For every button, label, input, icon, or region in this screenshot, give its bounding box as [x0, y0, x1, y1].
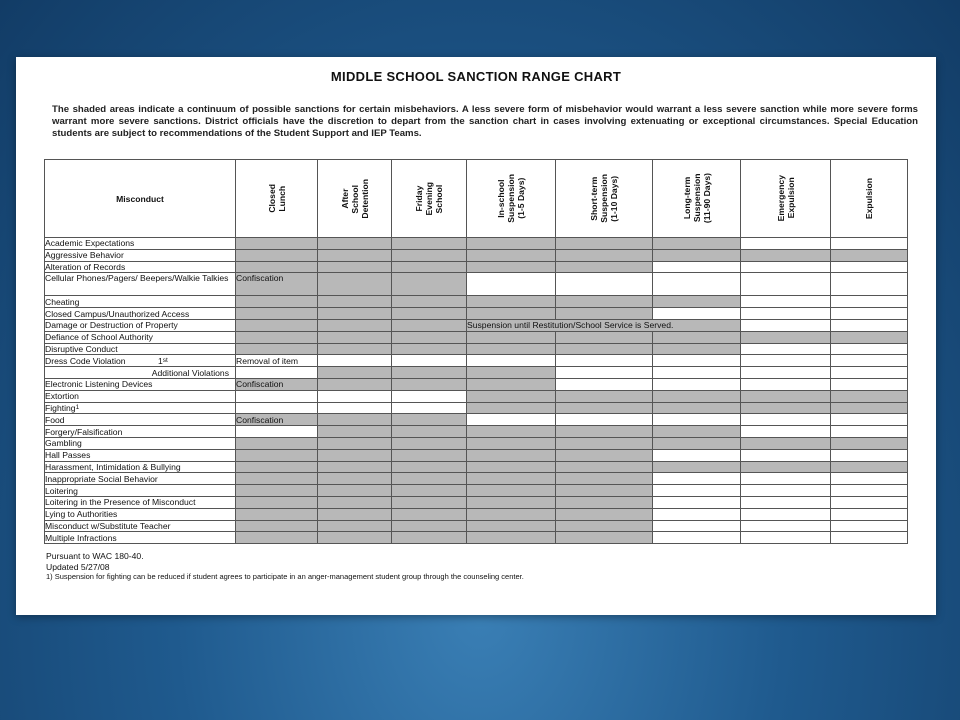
col-header [741, 160, 831, 238]
shaded-cell [236, 343, 318, 355]
empty-cell [653, 473, 741, 485]
empty-cell [831, 308, 908, 320]
row-label: Misconduct w/Substitute Teacher [45, 520, 236, 532]
shaded-cell [741, 249, 831, 261]
empty-cell [741, 273, 831, 296]
footer-notes [46, 551, 524, 583]
shaded-cell [467, 402, 556, 414]
shaded-cell [318, 485, 392, 497]
row-label-text: Dress Code Violation [45, 355, 126, 366]
shaded-cell [467, 308, 556, 320]
shaded-cell [467, 473, 556, 485]
empty-cell [831, 343, 908, 355]
empty-cell [831, 378, 908, 390]
empty-cell [831, 426, 908, 438]
empty-cell [831, 485, 908, 497]
col-label: Emergency Expulsion [775, 175, 796, 222]
shaded-cell [236, 319, 318, 331]
empty-cell [653, 273, 741, 296]
shaded-cell [236, 532, 318, 544]
empty-cell [831, 355, 908, 367]
empty-cell [653, 378, 741, 390]
shaded-cell [392, 249, 467, 261]
row-label: Food [45, 414, 236, 426]
shaded-cell [467, 520, 556, 532]
shaded-cell [318, 437, 392, 449]
footer-updated: Updated 5/27/08 [46, 561, 110, 572]
table-row [45, 261, 908, 273]
shaded-cell [318, 343, 392, 355]
empty-cell [236, 402, 318, 414]
shaded-cell [236, 461, 318, 473]
shaded-cell [392, 261, 467, 273]
footer-footnote: 1) Suspension for fighting can be reduced if student agrees to participate in an anger-management student group through the counseling center. [46, 572, 524, 581]
row-label: Aggressive Behavior [45, 249, 236, 261]
footer-wac: Pursuant to WAC 180-40. [46, 551, 144, 561]
shaded-cell [467, 238, 556, 250]
shaded-cell [236, 261, 318, 273]
col-header [318, 160, 392, 238]
col-label: Long-term Suspension (11-90 Days) [681, 173, 712, 224]
row-label: Gambling [45, 437, 236, 449]
shaded-cell [467, 532, 556, 544]
shaded-cell [467, 508, 556, 520]
col-header [831, 160, 908, 238]
shaded-cell [392, 238, 467, 250]
empty-cell [653, 308, 741, 320]
row-label: Lying to Authorities [45, 508, 236, 520]
empty-cell [467, 355, 556, 367]
shaded-cell [318, 319, 392, 331]
shaded-cell [392, 296, 467, 308]
misconduct-header: Misconduct [45, 160, 236, 238]
empty-cell [831, 414, 908, 426]
shaded-cell [556, 449, 653, 461]
table-row [45, 437, 908, 449]
table-row [45, 461, 908, 473]
shaded-cell [236, 296, 318, 308]
row-label: Cellular Phones/Pagers/ Beepers/Walkie Talkies [45, 273, 236, 296]
empty-cell [741, 238, 831, 250]
col-label: Closed Lunch [266, 184, 287, 213]
shaded-cell [556, 331, 653, 343]
shaded-cell [653, 343, 741, 355]
shaded-cell [392, 367, 467, 379]
shaded-cell [392, 508, 467, 520]
shaded-cell [556, 485, 653, 497]
empty-cell [831, 273, 908, 296]
empty-cell [467, 273, 556, 296]
shaded-cell [318, 308, 392, 320]
shaded-cell [318, 296, 392, 308]
empty-cell [556, 273, 653, 296]
col-header [467, 160, 556, 238]
row-label: Academic Expectations [45, 238, 236, 250]
shaded-cell [741, 461, 831, 473]
table-row [45, 520, 908, 532]
empty-cell [318, 402, 392, 414]
empty-cell [741, 496, 831, 508]
row-label: Cheating [45, 296, 236, 308]
shaded-cell [236, 331, 318, 343]
footnote-mark: 1 [75, 403, 80, 411]
shaded-cell [318, 473, 392, 485]
shaded-cell [653, 426, 741, 438]
empty-cell [741, 319, 831, 331]
table-row [45, 331, 908, 343]
col-header [392, 160, 467, 238]
shaded-cell [556, 508, 653, 520]
table-row [45, 426, 908, 438]
intro-paragraph: The shaded areas indicate a continuum of possible sanctions for certain misbehaviors. A less severe form of misbehavior would warrant a less severe sanction while more severe forms warrant more severe sanctions. District officials have the discretion to depart from the sanction chart in cases involving extenuating or exceptional circumstances. Special Education students are subject to recommendations of the Student Support and IEP Teams. [52, 104, 918, 139]
shaded-cell [467, 390, 556, 402]
empty-cell [741, 449, 831, 461]
shaded-cell [318, 508, 392, 520]
row-label: Disruptive Conduct [45, 343, 236, 355]
empty-cell [556, 367, 653, 379]
empty-cell [467, 414, 556, 426]
shaded-cell [318, 331, 392, 343]
row-note: Confiscation [236, 414, 318, 426]
shaded-cell [236, 308, 318, 320]
empty-cell [653, 532, 741, 544]
shaded-cell [236, 449, 318, 461]
empty-cell [831, 238, 908, 250]
shaded-cell [392, 461, 467, 473]
shaded-cell [236, 496, 318, 508]
shaded-cell [392, 426, 467, 438]
table-row [45, 473, 908, 485]
shaded-cell [556, 308, 653, 320]
shaded-cell [236, 485, 318, 497]
empty-cell [831, 532, 908, 544]
empty-cell [741, 485, 831, 497]
shaded-cell [556, 426, 653, 438]
shaded-cell [467, 485, 556, 497]
shaded-cell [556, 520, 653, 532]
shaded-cell [467, 331, 556, 343]
shaded-cell [556, 261, 653, 273]
empty-cell [741, 367, 831, 379]
shaded-cell [236, 473, 318, 485]
empty-cell [831, 449, 908, 461]
empty-cell [741, 473, 831, 485]
occurrence-suffix: st [162, 356, 168, 364]
shaded-cell [831, 390, 908, 402]
empty-cell [741, 508, 831, 520]
shaded-cell [318, 532, 392, 544]
table-row [45, 402, 908, 414]
shaded-cell [467, 261, 556, 273]
row-label: Hall Passes [45, 449, 236, 461]
shaded-cell [653, 461, 741, 473]
shaded-cell [467, 343, 556, 355]
shaded-cell [556, 496, 653, 508]
col-label: After School Detention [339, 178, 370, 219]
shaded-cell [236, 238, 318, 250]
empty-cell [653, 508, 741, 520]
empty-cell [653, 449, 741, 461]
col-header [653, 160, 741, 238]
empty-cell [392, 355, 467, 367]
shaded-cell [467, 249, 556, 261]
shaded-cell [831, 331, 908, 343]
shaded-cell [392, 437, 467, 449]
empty-cell [741, 426, 831, 438]
shaded-cell [392, 449, 467, 461]
shaded-cell [467, 426, 556, 438]
shaded-cell [653, 402, 741, 414]
shaded-cell [236, 437, 318, 449]
row-note: Confiscation [236, 273, 318, 296]
shaded-cell [556, 296, 653, 308]
shaded-cell [318, 426, 392, 438]
page-title: MIDDLE SCHOOL SANCTION RANGE CHART [330, 69, 622, 84]
col-label: Friday Evening School [414, 181, 444, 216]
shaded-cell [392, 414, 467, 426]
empty-cell [556, 355, 653, 367]
shaded-cell [392, 273, 467, 296]
shaded-cell [392, 343, 467, 355]
shaded-cell [318, 449, 392, 461]
sanction-table [44, 159, 908, 544]
empty-cell [741, 296, 831, 308]
table-row [45, 308, 908, 320]
shaded-cell [318, 520, 392, 532]
col-label: Expulsion [864, 177, 874, 220]
shaded-cell [556, 238, 653, 250]
row-label: Electronic Listening Devices [45, 378, 236, 390]
shaded-cell [467, 367, 556, 379]
shaded-cell [392, 378, 467, 390]
empty-cell [831, 496, 908, 508]
shaded-cell [653, 249, 741, 261]
shaded-cell [556, 390, 653, 402]
shaded-cell [392, 473, 467, 485]
empty-cell [653, 261, 741, 273]
shaded-cell [318, 378, 392, 390]
table-row [45, 296, 908, 308]
shaded-cell [831, 402, 908, 414]
shaded-cell [467, 296, 556, 308]
shaded-cell [556, 473, 653, 485]
empty-cell [318, 355, 392, 367]
shaded-cell [318, 414, 392, 426]
header-row [45, 160, 908, 238]
table-row [45, 355, 908, 367]
row-label: Damage or Destruction of Property [45, 319, 236, 331]
empty-cell [741, 520, 831, 532]
table-row [45, 319, 908, 331]
shaded-cell [392, 485, 467, 497]
table-row [45, 238, 908, 250]
empty-cell [741, 355, 831, 367]
row-label: Loitering [45, 485, 236, 497]
shaded-cell [556, 343, 653, 355]
shaded-cell [318, 273, 392, 296]
document-page [16, 57, 936, 615]
shaded-cell [741, 390, 831, 402]
empty-cell [741, 343, 831, 355]
shaded-cell [741, 402, 831, 414]
empty-cell [653, 355, 741, 367]
empty-cell [556, 414, 653, 426]
empty-cell [236, 426, 318, 438]
shaded-cell [556, 249, 653, 261]
col-header [556, 160, 653, 238]
shaded-cell [467, 378, 556, 390]
col-label: In-school Suspension (1-5 Days) [496, 174, 526, 223]
empty-cell [653, 414, 741, 426]
shaded-cell [392, 532, 467, 544]
empty-cell [653, 485, 741, 497]
empty-cell [236, 367, 318, 379]
table-row [45, 496, 908, 508]
shaded-cell [467, 496, 556, 508]
table-row [45, 343, 908, 355]
table-row [45, 414, 908, 426]
row-label: Harassment, Intimidation & Bullying [45, 461, 236, 473]
empty-cell [392, 402, 467, 414]
shaded-cell [392, 308, 467, 320]
table-row [45, 449, 908, 461]
shaded-cell [236, 520, 318, 532]
row-label-text: Fighting [45, 402, 76, 413]
shaded-cell [653, 331, 741, 343]
row-note: Confiscation [236, 378, 318, 390]
table-row [45, 508, 908, 520]
row-label: Multiple Infractions [45, 532, 236, 544]
row-label: Alteration of Records [45, 261, 236, 273]
shaded-cell [392, 319, 467, 331]
shaded-cell [318, 249, 392, 261]
empty-cell [831, 319, 908, 331]
shaded-cell [318, 496, 392, 508]
empty-cell [741, 414, 831, 426]
empty-cell [653, 520, 741, 532]
shaded-cell [318, 261, 392, 273]
row-label: Defiance of School Authority [45, 331, 236, 343]
shaded-cell [556, 532, 653, 544]
empty-cell [831, 508, 908, 520]
occurrence-mark: 1 [157, 355, 163, 366]
shaded-cell [653, 238, 741, 250]
col-header [236, 160, 318, 238]
shaded-cell [467, 461, 556, 473]
row-label: Closed Campus/Unauthorized Access [45, 308, 236, 320]
empty-cell [392, 390, 467, 402]
col-label: Short-term Suspension (1-10 Days) [589, 174, 619, 223]
shaded-cell [392, 496, 467, 508]
shaded-cell [831, 437, 908, 449]
empty-cell [653, 367, 741, 379]
shaded-cell [236, 508, 318, 520]
shaded-cell [467, 449, 556, 461]
shaded-cell [318, 461, 392, 473]
empty-cell [236, 390, 318, 402]
table-row [45, 390, 908, 402]
shaded-cell [741, 437, 831, 449]
shaded-cell [392, 520, 467, 532]
empty-cell [653, 496, 741, 508]
empty-cell [318, 390, 392, 402]
row-label: Forgery/Falsification [45, 426, 236, 438]
table-row [45, 249, 908, 261]
row-note: Removal of item [236, 355, 318, 367]
shaded-cell [653, 390, 741, 402]
empty-cell [831, 261, 908, 273]
shaded-cell [831, 461, 908, 473]
shaded-cell [556, 461, 653, 473]
row-label: Additional Violations [45, 367, 236, 379]
shaded-cell [831, 249, 908, 261]
row-label: Extortion [45, 390, 236, 402]
shaded-cell [392, 331, 467, 343]
shaded-cell [318, 367, 392, 379]
empty-cell [831, 520, 908, 532]
shaded-cell [653, 437, 741, 449]
shaded-cell [556, 402, 653, 414]
row-label [45, 355, 236, 367]
empty-cell [831, 367, 908, 379]
table-row [45, 273, 908, 296]
shaded-cell [318, 238, 392, 250]
empty-cell [741, 378, 831, 390]
empty-cell [741, 308, 831, 320]
empty-cell [556, 378, 653, 390]
shaded-cell [653, 296, 741, 308]
row-label: Loitering in the Presence of Misconduct [45, 496, 236, 508]
table-row [45, 367, 908, 379]
row-label [45, 402, 236, 414]
shaded-cell [556, 437, 653, 449]
row-label: Inappropriate Social Behavior [45, 473, 236, 485]
shaded-cell [741, 331, 831, 343]
empty-cell [831, 296, 908, 308]
shaded-cell [236, 249, 318, 261]
empty-cell [741, 532, 831, 544]
empty-cell [741, 261, 831, 273]
table-row [45, 485, 908, 497]
empty-cell [831, 473, 908, 485]
table-row [45, 532, 908, 544]
row-note: Suspension until Restitution/School Service is Served. [467, 319, 741, 331]
table-row [45, 378, 908, 390]
shaded-cell [467, 437, 556, 449]
